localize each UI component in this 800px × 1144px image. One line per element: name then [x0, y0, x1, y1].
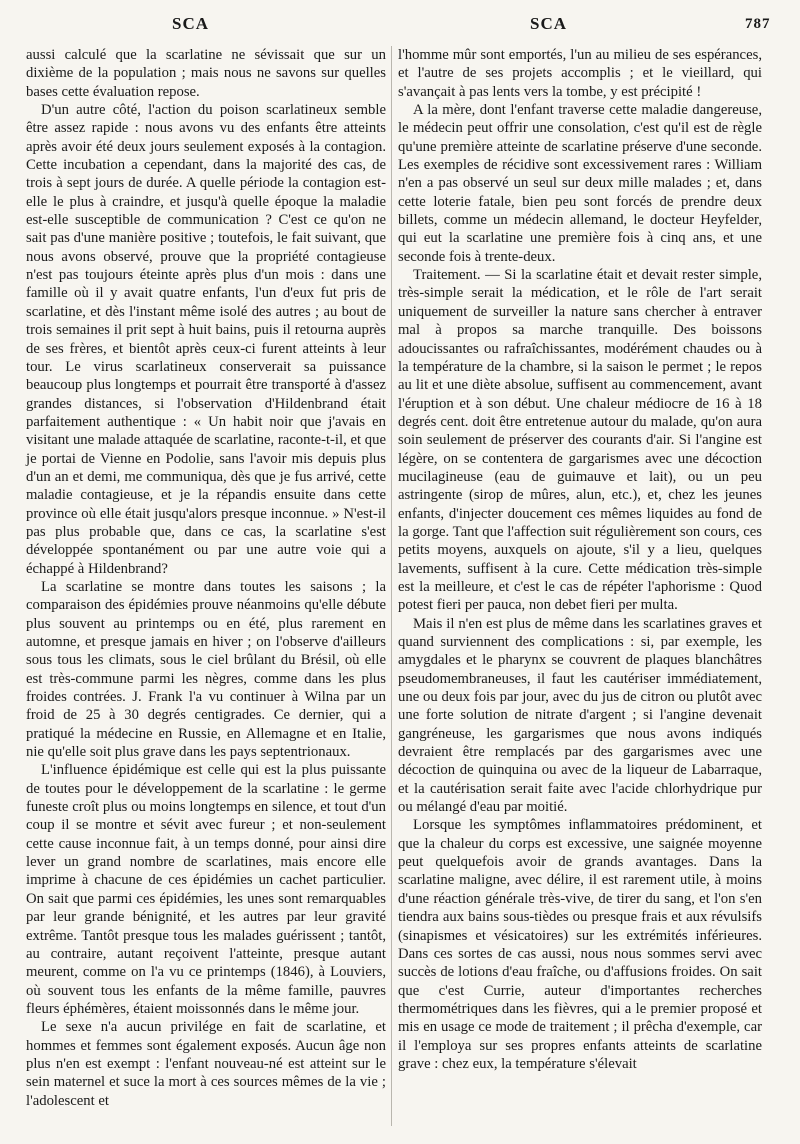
paragraph: l'homme mûr sont emportés, l'un au milieu de ses espérances, et l'autre de ses projets accomplis ; et le vieillard, qui s'avançait à pas lents vers la tombe, y est précipité !	[398, 47, 762, 100]
paragraph: Lorsque les symptômes inflammatoires prédominent, et que la chaleur du corps est excessive, une saignée moyenne peut quelquefois avoir de grands avantages. Dans la scarlatine maligne, avec délire, il est rarement utile, à moins d'une réaction générale très-vive, de tirer du sang, et l'on s'en tiendra aux bains sous-tièdes ou presque frais et aux révulsifs (sinapismes et vésicatoires) sur les extrémités inférieures. Dans ces sortes de cas aussi, nous nous sommes servi avec succès de lotions d'eau fraîche, ou d'affusions froides. On sait que c'est Currie, auteur d'importantes recherches thermométriques dans les fièvres, qui a le premier proposé et mis en usage ce mode de traitement ; il prêcha d'exemple, car il l'employa sur ses propres enfants atteints de scarlatine grave : chez eux, la température s'élevait	[398, 817, 762, 1072]
header-right-title: SCA	[530, 14, 568, 33]
header-left-title: SCA	[172, 14, 210, 33]
running-header	[0, 14, 800, 38]
paragraph: Le sexe n'a aucun privilége en fait de scarlatine, et hommes et femmes sont également exposés. Aucun âge non plus n'en est exempt : l'enfant nouveau-né est atteint sur le sein maternel et suce la mort à ces sources mêmes de la vie ; l'adolescent et	[26, 1019, 386, 1109]
paragraph: A la mère, dont l'enfant traverse cette maladie dangereuse, le médecin peut offrir une consolation, c'est qu'il est de règle qu'une première atteinte de scarlatine préserve d'une seconde. Les exemples de récidive sont excessivement rares : William n'en a pas observé un seul sur deux mille malades ; et, dans cette loterie fatale, bien peu sont forcés de prendre deux billets, comme un médecin allemand, le docteur Heyfelder, qui eut la scarlatine une première fois à cinq ans, et une seconde fois à trente-deux.	[398, 102, 762, 265]
paragraph: Traitement. — Si la scarlatine était et devait rester simple, très-simple serait la médication, et le rôle de l'art serait uniquement de surveiller la nature sans chercher à entraver mal à propos sa marche tranquille. Des boissons adoucissantes ou rafraîchissantes, modérément chaudes ou à la température de la chambre, si la saison le permet ; le repos au lit et une diète absolue, suffisent au commencement, avant l'éruption et à son début. Une chaleur médiocre de 16 à 18 degrés cent. doit être entretenue autour du malade, qu'on aura soin seulement de préserver des courants d'air. Si l'angine est légère, on se contentera de gargarismes avec une décoction mucilagineuse (eau de guimauve et lait), ou un peu astringente (sirop de mûres, alun, etc.), et, chez les jeunes enfants, d'injecter doucement ces mêmes liquides au fond de la gorge. Tant que l'affection suit régulièrement son cours, ces petits moyens, auxquels on ajoute, s'il y a lieu, quelques lavements, suffisent à la cure. Cette médication très-simple est la meilleure, et c'est le cas de répéter l'aphorisme : Quod potest fieri per pauca, non debet fieri per multa.	[398, 267, 762, 614]
paragraph: D'un autre côté, l'action du poison scarlatineux semble être assez rapide : nous avons vu des enfants être atteints après avoir été deux jours seulement exposés à la contagion. Cette incubation a cependant, dans la majorité des cas, de trois à sept jours de durée. A quelle période la contagion est-elle le plus à craindre, et jusqu'à quelle époque la maladie est-elle susceptible de communication ? C'est ce qu'on ne sait pas d'une manière positive ; toutefois, le fait suivant, que nous avons observé, prouve que la propriété contagieuse n'est pas toujours éteinte après plus d'un mois : dans une famille où il y avait quatre enfants, l'un d'eux fut pris de scarlatine, et dès l'instant même isolé des autres ; au bout de trois semaines il prit sept à huit bains, puis il retourna auprès de ses frères, et bientôt après ceux-ci furent atteints à leur tour. Le virus scarlatineux conserverait sa puissance beaucoup plus longtemps et pourrait être transporté à d'assez grandes distances, si l'observation d'Hildenbrand était parfaitement authentique : « Un habit noir que j'avais en visitant une malade attaquée de scarlatine, raconte-t-il, et que je portai de Vienne en Podolie, sans l'avoir mis depuis plus d'un an et demi, me communiqua, dès que je fus arrivé, cette maladie contagieuse, et je la répandis ensuite dans cette province où elle était jusqu'alors presque inconnue. » N'est-il pas plus probable que, dans ce cas, la scarlatine s'est développée spontanément ou par une autre voie qui a échappé à Hildenbrand?	[26, 102, 386, 577]
paragraph: Mais il n'en est plus de même dans les scarlatines graves et quand surviennent des complications : si, par exemple, les amygdales et le pharynx se couvrent de plaques blanchâtres pseudomembraneuses, il faut les cautériser immédiatement, une ou deux fois par jour, avec du jus de citron ou plutôt avec une forte solution de nitrate d'argent ; si l'angine devenait gangréneuse, les gargarismes que nous avons indiqués devraient être remplacés par des gargarismes avec une décoction de quinquina ou avec de la liqueur de Labarraque, et la cautérisation serait faite avec l'acide chlorhydrique pur ou mélangé d'eau par moitié.	[398, 615, 762, 816]
column-divider	[391, 46, 392, 1126]
page-number: 787	[745, 16, 771, 32]
right-column	[398, 46, 762, 1073]
paragraph: L'influence épidémique est celle qui est la plus puissante de toutes pour le développement de la scarlatine : le germe funeste croît plus ou moins longtemps en silence, et tout d'un coup il se montre et sévit avec fureur ; et non-seulement cette cause inconnue fait, à un temps donné, pour ainsi dire lever un grand nombre de scarlatines, mais encore elle imprime à chacune de ces épidémies un cachet particulier. On sait que parmi ces épidémies, les unes sont remarquables par leur grande bénignité, et les autres par leur gravité extrême. Tantôt presque tous les malades guérissent ; tantôt, au contraire, autant reçoivent l'atteinte, presque autant meurent, comme on l'a vu ce printemps (1846), à Louviers, où souvent tous les enfants de la même famille, pauvres fleurs éphémères, étaient moissonnés dans le même jour.	[26, 762, 386, 1017]
paragraph: aussi calculé que la scarlatine ne sévissait que sur un dixième de la population ; mais nous ne savons sur quelles bases cette évaluation repose.	[26, 47, 386, 100]
paragraph: La scarlatine se montre dans toutes les saisons ; la comparaison des épidémies prouve néanmoins qu'elle débute plus souvent au printemps ou en été, plus rarement en automne, et presque jamais en hiver ; on l'observe d'ailleurs sous tous les climats, sous le ciel brûlant du Brésil, où elle est très-commune parmi les nègres, comme dans les plus froides contrées. J. Frank l'a vu continuer à Wilna par un froid de 25 à 30 degrés centigrades. Ce dernier, qui a pratiqué la médecine en Russie, en Allemagne et en Italie, nie qu'elle soit plus grave dans les pays septentrionaux.	[26, 578, 386, 761]
left-column	[26, 46, 386, 1110]
